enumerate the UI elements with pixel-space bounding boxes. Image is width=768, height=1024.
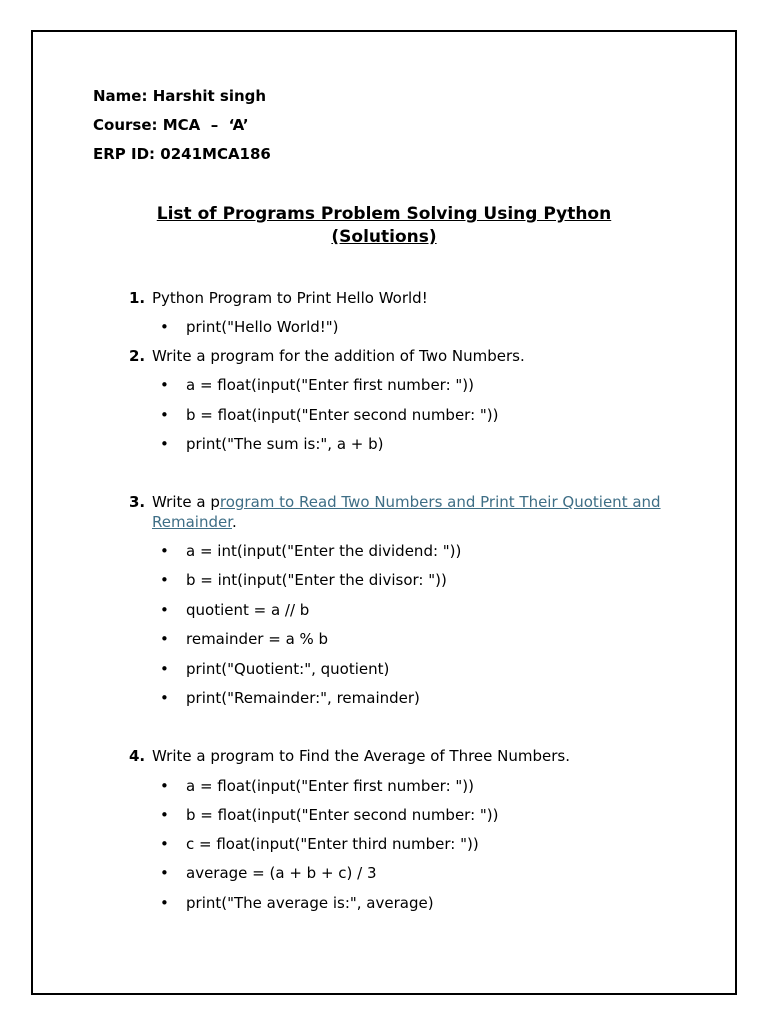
- document-title: List of Programs Problem Solving Using Python (Solutions): [156, 204, 612, 247]
- bullet-icon: •: [160, 376, 169, 394]
- bullet-icon: •: [160, 630, 169, 648]
- bullet-icon: •: [160, 894, 169, 912]
- program-3-heading-link[interactable]: rogram to Read Two Numbers and Print Their Quotient and Remainder: [152, 493, 661, 531]
- program-1-heading: Python Program to Print Hello World!: [152, 289, 428, 307]
- bullet-icon: •: [160, 542, 169, 560]
- program-4-line-5: print("The average is:", average): [186, 894, 434, 912]
- bullet-icon: •: [160, 660, 169, 678]
- bullet-icon: •: [160, 835, 169, 853]
- bullet-icon: •: [160, 571, 169, 589]
- course-info: Course: MCA – ‘A’: [93, 116, 249, 134]
- program-1-number: 1.: [129, 289, 146, 307]
- program-1-line-1: print("Hello World!"): [186, 318, 339, 336]
- program-4-line-1: a = float(input("Enter first number: ")): [186, 777, 474, 795]
- program-3-line-2: b = int(input("Enter the divisor: ")): [186, 571, 447, 589]
- program-2-line-1: a = float(input("Enter first number: ")): [186, 376, 474, 394]
- bullet-icon: •: [160, 601, 169, 619]
- program-3-line-4: remainder = a % b: [186, 630, 329, 648]
- program-4-heading: Write a program to Find the Average of Three Numbers.: [152, 747, 571, 765]
- program-2-heading: Write a program for the addition of Two Numbers.: [152, 347, 525, 365]
- program-3-line-3: quotient = a // b: [186, 601, 310, 619]
- program-4-line-2: b = float(input("Enter second number: ")): [186, 806, 499, 824]
- bullet-icon: •: [160, 689, 169, 707]
- program-3-line-6: print("Remainder:", remainder): [186, 689, 420, 707]
- program-4-line-3: c = float(input("Enter third number: ")): [186, 835, 479, 853]
- program-3-line-5: print("Quotient:", quotient): [186, 660, 390, 678]
- bullet-icon: •: [160, 777, 169, 795]
- program-3-heading-suffix: .: [232, 513, 237, 531]
- bullet-icon: •: [160, 406, 169, 424]
- program-3-number: 3.: [129, 493, 146, 511]
- program-3-heading-prefix: Write a p: [152, 493, 220, 511]
- program-3-heading: [152, 492, 662, 532]
- program-4-number: 4.: [129, 747, 146, 765]
- erp-id: ERP ID: 0241MCA186: [93, 145, 271, 163]
- bullet-icon: •: [160, 318, 169, 336]
- program-2-line-3: print("The sum is:", a + b): [186, 435, 384, 453]
- program-3-line-1: a = int(input("Enter the dividend: ")): [186, 542, 462, 560]
- program-2-line-2: b = float(input("Enter second number: ")): [186, 406, 499, 424]
- bullet-icon: •: [160, 435, 169, 453]
- bullet-icon: •: [160, 806, 169, 824]
- bullet-icon: •: [160, 864, 169, 882]
- program-2-number: 2.: [129, 347, 146, 365]
- program-4-line-4: average = (a + b + c) / 3: [186, 864, 377, 882]
- student-name: Name: Harshit singh: [93, 87, 267, 105]
